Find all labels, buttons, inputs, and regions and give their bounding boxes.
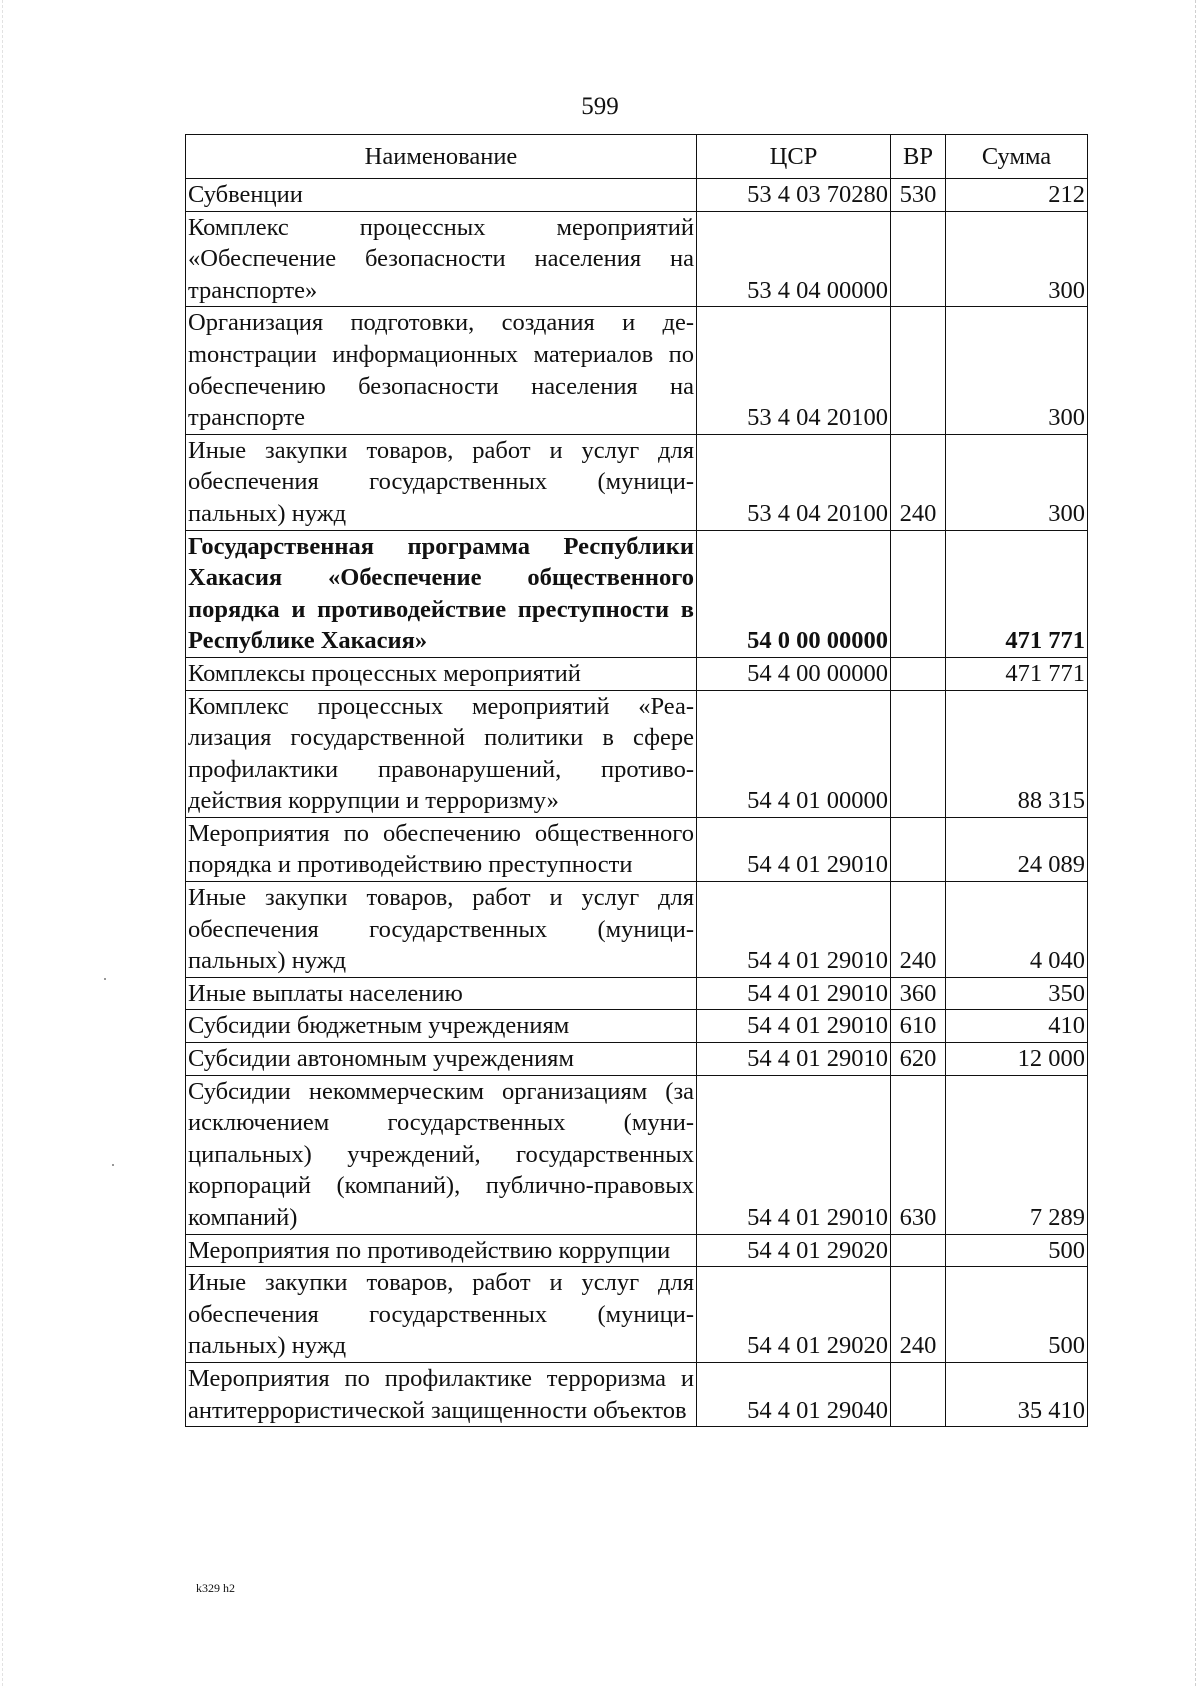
table-row [186,977,1088,1010]
cell-vr: 240 [891,434,946,530]
cell-code: 53 4 04 00000 [697,211,891,307]
cell-vr [891,530,946,657]
cell-name: Комплекс процессных мероприятий «Реализация государственной политики в сфере профилактики правонарушений, противодействия коррупции и терроризму» [186,690,697,817]
cell-name: Мероприятия по профилактике терроризма и антитеррористической защищенности объектов [186,1362,697,1426]
table-row [186,1010,1088,1043]
budget-table [185,134,1088,1427]
table-row [186,817,1088,881]
table-body [186,179,1088,1427]
cell-name: Субвенции [186,179,697,212]
cell-code: 54 4 01 29010 [697,1075,891,1234]
table-row [186,307,1088,434]
cell-code: 53 4 04 20100 [697,434,891,530]
table-row [186,179,1088,212]
cell-vr [891,211,946,307]
cell-vr: 610 [891,1010,946,1043]
cell-name: Иные закупки товаров, работ и услуг для обеспечения государственных (муниципальных) нужд [186,434,697,530]
cell-vr [891,1234,946,1267]
header-vr: ВР [891,135,946,179]
cell-sum: 471 771 [946,530,1088,657]
cell-sum: 4 040 [946,882,1088,978]
cell-code: 54 4 01 29010 [697,882,891,978]
cell-code: 54 4 01 29020 [697,1234,891,1267]
cell-sum: 410 [946,1010,1088,1043]
cell-code: 54 4 01 00000 [697,690,891,817]
cell-sum: 7 289 [946,1075,1088,1234]
table-row [186,1267,1088,1363]
cell-sum: 12 000 [946,1043,1088,1076]
cell-sum: 300 [946,434,1088,530]
cell-sum: 24 089 [946,817,1088,881]
scan-edge-right [1195,0,1196,1686]
cell-vr: 530 [891,179,946,212]
cell-vr [891,817,946,881]
table-row [186,211,1088,307]
footer-code: k329 h2 [196,1581,235,1595]
cell-vr: 360 [891,977,946,1010]
cell-name: Субсидии бюджетным учреждениям [186,1010,697,1043]
cell-code: 54 4 01 29010 [697,1010,891,1043]
cell-vr [891,690,946,817]
cell-name: Мероприятия по противодействию коррупции [186,1234,697,1267]
cell-name: Государственная программа Республики Хакасия «Обеспечение общественного порядка и противодействие преступности в Республике Хакасия» [186,530,697,657]
cell-name: Комплекс процессных мероприятий «Обеспечение безопасности населения на транспорте» [186,211,697,307]
table-row [186,1234,1088,1267]
cell-name: Комплексы процессных мероприятий [186,657,697,690]
cell-vr: 620 [891,1043,946,1076]
cell-sum: 35 410 [946,1362,1088,1426]
scan-speck [104,978,106,980]
table-row [186,657,1088,690]
header-row [186,135,1088,179]
scan-edge-left [2,0,3,1686]
cell-vr [891,657,946,690]
cell-sum: 500 [946,1267,1088,1363]
cell-vr: 240 [891,1267,946,1363]
cell-code: 54 4 01 29010 [697,817,891,881]
cell-code: 54 4 01 29010 [697,1043,891,1076]
cell-code: 54 4 01 29040 [697,1362,891,1426]
page-number: 599 [581,93,619,120]
cell-name: Субсидии автономным учреждениям [186,1043,697,1076]
cell-vr: 240 [891,882,946,978]
cell-code: 53 4 03 70280 [697,179,891,212]
cell-name: Организация подготовки, создания и деmонстрации информационных материалов по обеспечению безопасности населения на транспорте [186,307,697,434]
cell-sum: 212 [946,179,1088,212]
cell-code: 54 4 01 29010 [697,977,891,1010]
cell-name: Иные закупки товаров, работ и услуг для обеспечения государственных (муниципальных) нужд [186,882,697,978]
cell-code: 54 0 00 00000 [697,530,891,657]
header-sum: Сумма [946,135,1088,179]
table-row [186,1075,1088,1234]
header-name: Наименование [186,135,697,179]
cell-code: 54 4 00 00000 [697,657,891,690]
cell-vr: 630 [891,1075,946,1234]
cell-sum: 300 [946,211,1088,307]
table-row [186,434,1088,530]
table-row [186,1043,1088,1076]
cell-vr [891,1362,946,1426]
table-row [186,882,1088,978]
cell-sum: 500 [946,1234,1088,1267]
cell-sum: 350 [946,977,1088,1010]
scan-speck [112,1164,114,1166]
table-row [186,690,1088,817]
table-row [186,1362,1088,1426]
cell-sum: 300 [946,307,1088,434]
cell-name: Иные закупки товаров, работ и услуг для обеспечения государственных (муниципальных) нужд [186,1267,697,1363]
table-row [186,530,1088,657]
cell-name: Субсидии некоммерческим организациям (за исключением государственных (муниципальных) учреждений, государственных корпораций (компаний), публично-правовых компаний) [186,1075,697,1234]
cell-name: Мероприятия по обеспечению общественного порядка и противодействию преступности [186,817,697,881]
cell-sum: 471 771 [946,657,1088,690]
header-code: ЦСР [697,135,891,179]
cell-name: Иные выплаты населению [186,977,697,1010]
cell-code: 53 4 04 20100 [697,307,891,434]
cell-code: 54 4 01 29020 [697,1267,891,1363]
cell-sum: 88 315 [946,690,1088,817]
cell-vr [891,307,946,434]
